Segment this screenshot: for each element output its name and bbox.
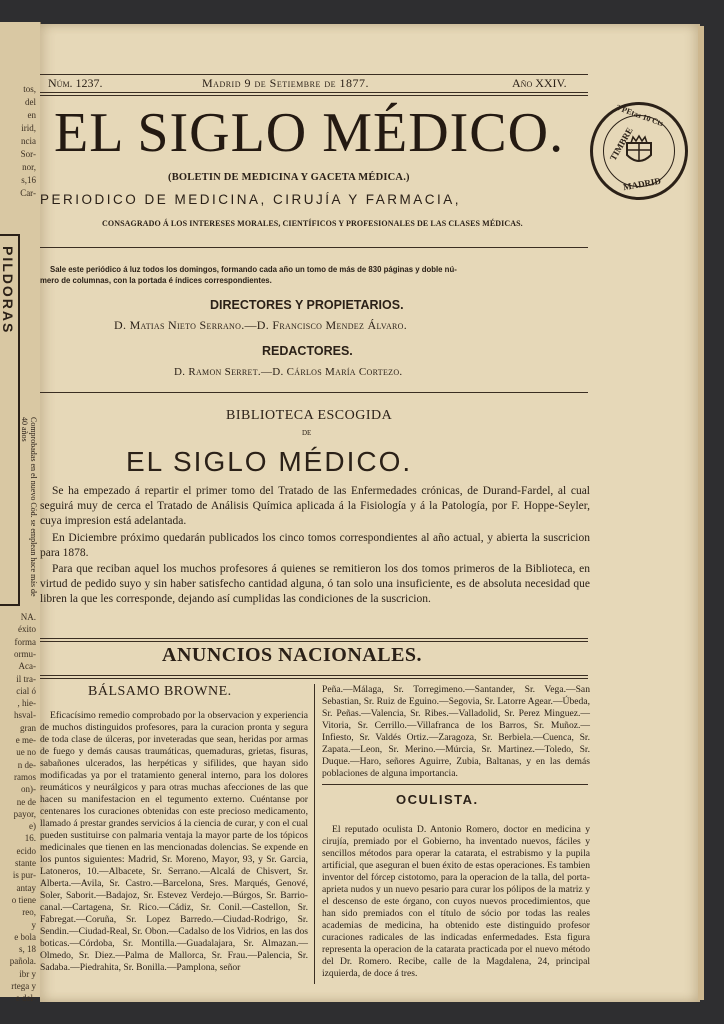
adjacent-page-fragment: ormu- (14, 648, 36, 659)
masthead-bottom-rule (40, 247, 588, 248)
adjacent-page-fragment: Aca- (18, 661, 36, 672)
biblioteca-line-1: BIBLIOTECA ESCOGIDA (226, 408, 393, 423)
adjacent-page-fragment: antay (16, 882, 36, 893)
oculista-text: El reputado oculista D. Antonio Romero, doctor en medicina y cirujía, premiado por el Gobierno, ha inventado nuevos, fáciles y sencillos métodos para operar la catarata, el estrabismo y la pupila artificial, que aseguran el buen éxito de estas operaciones. Es tambien inventor del fórcep cistotomo, para la operacion de la talla, del porta-aprieta nudos y un nuevo pesario para curar los pólipos de la matriz y el descenso de este órgano, con cuyos nuevos procedimientos, que han sido premiados con el título de sócio por todas las reales academias de medicina, ha obtenido este distinguido profesor curaciones radicales de las indicadas enfermedades. Esta figura representa la operacion de la catarata practicada por el nuevo método del Dr. Romero. Recibe, calle de la Magdalena, 24, principal izquierda, de doce á tres. (322, 824, 590, 979)
biblioteca-paragraph-1: Se ha empezado á repartir el primer tomo del Tratado de las Enfermedades crónicas, de Durand-Fardel, al cual seguirá muy de cerca el Tratado de Análisis Química aplicada á la Fisiología y á la Patología, por F. Hoppe-Seyler, cuya impresion está adelantada. (40, 485, 590, 527)
adjacent-page-fragment: cial ó (16, 685, 36, 696)
adjacent-page-fragment: ue no (16, 747, 36, 758)
publication-note-line-2: mero de columnas, con la portada é índices correspondientes. (40, 276, 272, 285)
issue-number: Núm. 1237. (48, 76, 103, 90)
adjacent-page-fragment: on)- (21, 784, 36, 795)
biblioteca-title: EL SIGLO MÉDICO. (126, 446, 413, 477)
anuncios-heading-rule-double (40, 678, 588, 679)
biblioteca-line-2: DE (302, 429, 312, 437)
adjacent-page-fragment: forma (14, 636, 36, 647)
oculista-heading: OCULISTA. (396, 792, 479, 807)
adjacent-page-fragment: , hie- (17, 698, 36, 709)
adjacent-page-box-side-text: Comprobadas en el nuevo Cód. se emplean hace más de 40 años (20, 417, 38, 597)
biblioteca-paragraph-2: En Diciembre próximo quedarán publicados los cinco tomos correspondientes al año actual, y abierta la suscricion para 1878. (40, 532, 590, 559)
adjacent-page-fragment: hsval- (14, 710, 36, 721)
distributors-continued-text: Peña.—Málaga, Sr. Torregimeno.—Santander, Sr. Vega.—San Sebastian, Sr. Ruiz de Eguino.—Segovia, Sr. Latorre Agear.—Úbeda, Sr. Peñas.—Valencia, Sr. Ribes.—Valladolid, Sr. Perez Minguez.—Vitoria, Sr. Cerrillo.—Villafranca de los Barros, Sr. Muñoz.—Infiesto, Sr. Valdés Ortiz.—Zaragoza, Sr. Berbiela.—Cuenca, Sr. Zapata.—Leon, Sr. Merino.—Múrcia, Sr. Martinez.—Toledo, Sr. Duque.—Haro, señores Aguirre, Zubia, Baltanas, y en las demás poblaciones de alguna importancia. (322, 684, 590, 779)
editors-names: D. Ramon Serret.—D. Cárlos María Cortezo. (174, 366, 403, 378)
adjacent-page-fragment: e) (29, 821, 36, 832)
masthead-consagrado: CONSAGRADO Á LOS INTERESES MORALES, CIENTÍFICOS Y PROFESIONALES DE LAS CLASES MÉDICAS. (102, 219, 523, 228)
adjacent-page-fragment: rtega y (11, 981, 36, 991)
adjacent-page-fragment: gran (20, 722, 36, 733)
adjacent-page (0, 22, 41, 1004)
editors-heading: REDACTORES. (262, 344, 353, 358)
adjacent-page-fragment: en (27, 110, 36, 120)
directors-names: D. Matias Nieto Serrano.—D. Francisco Mendez Álvaro. (114, 318, 408, 332)
header-rule-double (40, 95, 588, 96)
adjacent-page-fragment: o tiene (11, 894, 36, 905)
masthead-subtitle: (BOLETIN DE MEDICINA Y GACETA MÉDICA.) (168, 172, 410, 183)
adjacent-page-fragment: éxito (18, 624, 36, 635)
adjacent-page-ad-box (0, 234, 20, 606)
adjacent-page-fragment: n de- (17, 759, 36, 770)
adjacent-page-fragment: ecido (16, 845, 36, 856)
adjacent-page-fragment: tos, (23, 84, 36, 94)
adjacent-page-fragment: y (31, 919, 36, 930)
adjacent-page-fragment: ncia (21, 136, 36, 146)
publication-note-line-1: Sale este periódico á luz todos los domingos, formando cada año un tomo de más de 830 páginas y doble nú- (50, 265, 457, 274)
masthead-title: EL SIGLO MÉDICO. (54, 102, 565, 164)
adjacent-page-fragment: ne de (16, 796, 36, 807)
adjacent-page-fragment: s,16 (21, 175, 36, 185)
adjacent-page-fragment: nor, (22, 162, 36, 172)
newspaper-page (40, 24, 700, 1002)
info-bottom-rule (40, 392, 588, 393)
adjacent-page-fragment: ibr y (19, 968, 36, 979)
stamp-value: 3 PEtas 10 Cts (614, 102, 665, 129)
adjacent-page-fragment: NA. (20, 612, 36, 622)
adjacent-page-fragment: e del- (15, 993, 36, 1004)
column-divider (314, 684, 315, 984)
masthead-periodico: PERIODICO DE MEDICINA, CIRUJÍA Y FARMACIA, (40, 192, 462, 207)
coat-of-arms-icon (621, 135, 657, 167)
anuncios-top-rule-double (40, 641, 588, 642)
issue-date: Madrid 9 de Setiembre de 1877. (202, 76, 369, 90)
tax-stamp (590, 102, 688, 200)
adjacent-page-fragment: Car- (20, 188, 36, 198)
directors-heading: DIRECTORES Y PROPIETARIOS. (210, 298, 404, 312)
anuncios-heading: ANUNCIOS NACIONALES. (162, 644, 423, 666)
adjacent-page-fragment: e bola (14, 931, 36, 942)
anuncios-top-rule (40, 638, 588, 639)
adjacent-page-fragment: pañola. (9, 956, 36, 967)
adjacent-page-fragment: irid, (21, 123, 36, 133)
issue-year: Año XXIV. (512, 76, 567, 90)
header-top-rule (40, 74, 588, 75)
page-edge (698, 26, 704, 1000)
adjacent-page-fragment: e me- (15, 735, 36, 745)
stamp-bottom-text: MADRID (622, 175, 662, 193)
anuncios-heading-rule (40, 675, 588, 676)
adjacent-page-fragment: stante (15, 858, 36, 868)
adjacent-page-fragment: il tra- (16, 673, 36, 684)
balsamo-text: Eficacísimo remedio comprobado por la observacion y experiencia de muchos distinguidos profesores, para la curacion pronta y segura de toda clase de úlceras, por inveteradas que sean, heridas por armas de fuego y demás causas traumáticas, quemaduras, grietas, fisuras, sabañones ulcerados, las herpéticas y sifilides, que hayan sido modificadas ya por el tratamiento general interno, para los dolores reumáticos y neurálgicos y para otras muchas afecciones de las que hacen su manifestacion en el tegumento externo. Cuéntanse por centenares los curaciones obtenidas con este precioso medicamento, llamado á prestar grandes servicios á la ciencia de curar, y con el cual pueden sustituirse con palmaria ventaja la mayor parte de los tópicos medicinales que tienen en las mencionadas dolencias. Se expende en los puntos siguientes: Madrid, Sr. Moreno, Mayor, 93, y Sr. Garcia, Latoneros, 10.—Albacete, Sr. Serrano.—Alcalá de Chisvert, Sr. Alberta.—Avila, Sr. Castro.—Barcelona, Sres. Marqués, Genové, Soler, Saborit.—Badajoz, Sr. Estevez Verdejo.—Búrgos, Sr. Barrio-canal.—Cartagena, Sr. Rico.—Cádiz, Sr. Conil.—Castellon, Sr. Fabregat.—Coruña, Sr. Lopez Barredo.—Ciudad-Rodrigo, Sr. Sendin.—Ciudad-Real, Sr. Obon.—Cadalso de los Vidrios, en las dos boticas.—Córdoba, Sr. Montilla.—Guadalajara, Sr. Almazan.—Olmedo, Sr. Diez.—Palma de Mallorca, Sr. Frau.—Palencia, Sr. Sadaba.—Piedrahita, Sr. Bonilla.—Pamplona, señor (40, 710, 308, 973)
adjacent-page-fragment: del (25, 97, 36, 107)
stamp-top-text: TIMBRE (607, 125, 635, 163)
balsamo-heading: BÁLSAMO BROWNE. (88, 684, 232, 699)
adjacent-page-fragment: payor, (13, 808, 36, 819)
oculista-top-rule (322, 784, 588, 785)
adjacent-page-fragment: is pur- (12, 870, 36, 881)
adjacent-page-fragment: reo, (22, 907, 36, 918)
adjacent-page-box-title: PILDORAS (0, 246, 16, 335)
adjacent-page-fragment: Sor- (20, 149, 36, 159)
header-rule (40, 92, 588, 93)
adjacent-page-fragment: s, 18 (18, 944, 36, 955)
adjacent-page-fragment: 16. (24, 833, 36, 844)
adjacent-page-fragment: ramos (14, 771, 36, 782)
biblioteca-paragraph-3: Para que reciban aquel los muchos profesores á quienes se remitieron los dos tomos primeros de la Biblioteca, en virtud de pedido suyo y sin haber satisfecho cantidad alguna, ó tan solo una insuficiente, es de absoluta necesidad que libren la que les corresponde, dejando así cumplidas las condiciones de la suscricion. (40, 563, 590, 605)
